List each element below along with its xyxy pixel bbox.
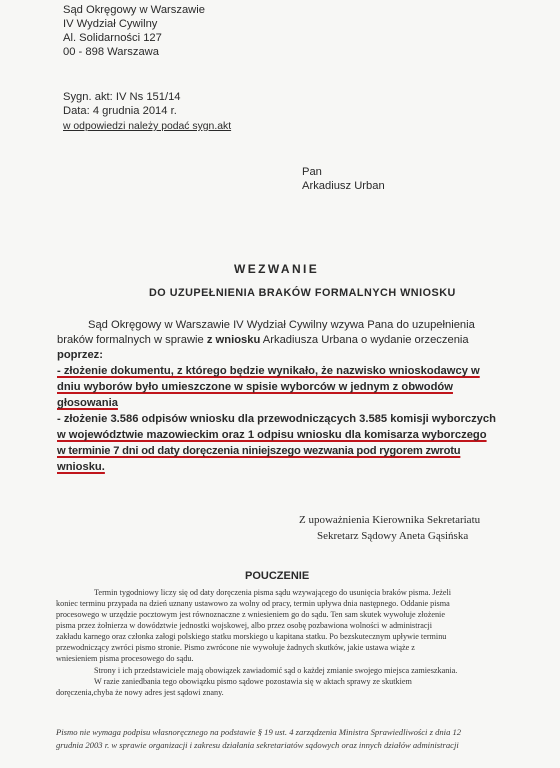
body-line-6: głosowania [57, 397, 118, 409]
pouczenie-line-9: W razie zaniedbania tego obowiązku pismo sądowe pozostawia się w aktach sprawy ze skutkiem [94, 677, 412, 686]
case-date: Data: 4 grudnia 2014 r. [63, 105, 177, 117]
pouczenie-line-7: wniesieniem pisma procesowego do sądu. [56, 654, 194, 663]
body-line-9: w terminie 7 dni od daty doręczenia niniejszego wezwania pod rygorem zwrotu [57, 445, 461, 457]
recipient-salutation: Pan [302, 166, 322, 178]
pouczenie-line-10: doręczenia,chyba że nowy adres jest sądowi znany. [56, 688, 224, 697]
document-title: WEZWANIE [234, 262, 320, 276]
body-line-4: - złożenie dokumentu, z którego będzie wynikało, że nazwisko wnioskodawcy w [57, 365, 480, 377]
court-division: IV Wydział Cywilny [63, 18, 158, 30]
document-subtitle: DO UZUPEŁNIENIA BRAKÓW FORMALNYCH WNIOSKU [149, 287, 456, 299]
pouczenie-line-8: Strony i ich przedstawiciele mają obowiązek zawiadomić sąd o każdej zmianie swojego miejsca zamieszkania. [94, 666, 458, 675]
body-line-10: wniosku. [57, 461, 105, 473]
body-line-1: Sąd Okręgowy w Warszawie IV Wydział Cywilny wzywa Pana do uzupełnienia [88, 319, 475, 331]
case-signature: Sygn. akt: IV Ns 151/14 [63, 91, 181, 103]
body-line-2: braków formalnych w sprawie z wniosku Arkadiusza Urbana o wydanie orzeczenia [57, 334, 469, 346]
body-line-3: poprzez: [57, 349, 103, 361]
pouczenie-line-1: Termin tygodniowy liczy się od daty doręczenia pisma sądu wzywającego do usunięcia braków pisma. Jeżeli [94, 588, 452, 597]
court-name: Sąd Okręgowy w Warszawie [63, 4, 205, 16]
pouczenie-line-2: koniec terminu przypada na dzień uznany ustawowo za wolny od pracy, termin upływa dnia następnego. Oddanie pisma [56, 599, 450, 608]
signature-line-2: Sekretarz Sądowy Aneta Gąsińska [317, 530, 469, 542]
body-line-8: w województwie mazowieckim oraz 1 odpisu wniosku dla komisarza wyborczego [57, 429, 487, 441]
court-street: Al. Solidarności 127 [63, 32, 162, 44]
pouczenie-line-5: zakładu karnego oraz członka załogi polskiego statku morskiego u kapitana statku. Po bezskutecznym upływie terminu [56, 632, 447, 641]
pouczenie-line-6: przewodniczący zwróci pismo stronie. Pismo zwrócone nie wywołuje żadnych skutków, jakie ustawa wiąże z [56, 643, 415, 652]
pouczenie-line-4: pisma przez żołnierza w dowództwie jednostki wojskowej, albo przez osobę pozbawiona wolności w administracji [56, 621, 433, 630]
body-line-7: - złożenie 3.586 odpisów wniosku dla przewodniczących 3.585 komisji wyborczych [57, 413, 496, 425]
footer-line-2: grudnia 2003 r. w sprawie organizacji i zakresu działania sekretariatów sądowych oraz innych działów administracji [56, 740, 459, 750]
pouczenie-title: POUCZENIE [245, 570, 310, 582]
footer-line-1: Pismo nie wymaga podpisu własnoręcznego na podstawie § 19 ust. 4 zarządzenia Ministra Sprawiedliwości z dnia 12 [56, 727, 462, 737]
pouczenie-line-3: procesowego w urzędzie pocztowym jest równoznaczne z wniesieniem go do sądu. Ten sam skutek wywołuje złożenie [56, 610, 445, 619]
court-city: 00 - 898 Warszawa [63, 46, 159, 58]
reply-note: w odpowiedzi należy podać sygn.akt [63, 121, 232, 132]
signature-line-1: Z upoważnienia Kierownika Sekretariatu [299, 514, 481, 526]
recipient-name: Arkadiusz Urban [302, 180, 385, 192]
body-line-5: dniu wyborów było umieszczone w spisie wyborców w jednym z obwodów [57, 381, 453, 393]
